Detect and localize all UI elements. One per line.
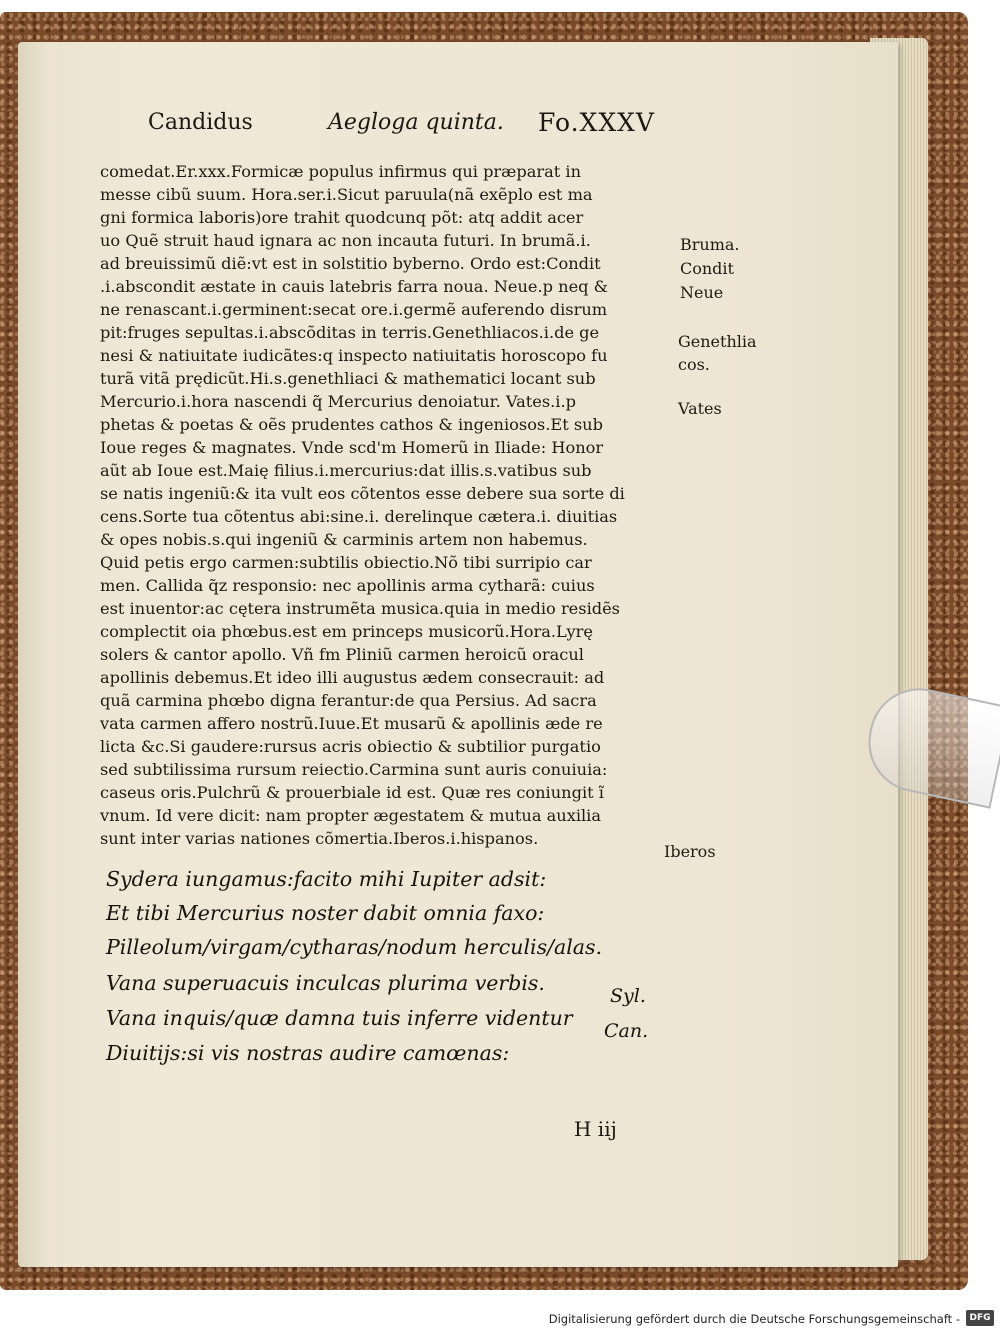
commentary-line: uo Quẽ struit haud ignara ac non incauta futuri. In brumã.i. — [100, 231, 591, 250]
margin-note-vates: Vates — [678, 399, 722, 418]
speaker-label-syl: Syl. — [610, 985, 646, 1007]
commentary-line: ad breuissimũ diẽ:vt est in solstitio byberno. Ordo est:Condit — [100, 254, 601, 273]
commentary-line: caseus oris.Pulchrũ & prouerbiale id est. Quæ res coniungit ĩ — [100, 783, 604, 802]
verse-line: Sydera iungamus:facito mihi Iupiter adsit: — [106, 867, 547, 891]
margin-note-neue: Neue — [680, 283, 724, 302]
verse-line: Vana inquis/quæ damna tuis inferre videntur — [106, 1006, 573, 1030]
commentary-line: phetas & poetas & oẽs prudentes cathos & ingeniosos.Et sub — [100, 415, 603, 434]
commentary-line: pit:fruges sepultas.i.abscõditas in terris.Genethliacos.i.de ge — [100, 323, 600, 342]
commentary-line: turã vitã prędicũt.Hi.s.genethliaci & mathematici locant sub — [100, 369, 596, 388]
commentary-line: ne renascant.i.germinent:secat ore.i.germẽ auferendo disrum — [100, 300, 608, 319]
commentary-line: & opes nobis.s.qui ingeniũ & carminis artem non habemus. — [100, 530, 588, 549]
margin-note-condit: Condit — [680, 259, 734, 278]
margin-note-genethlia: Genethlia — [678, 332, 757, 351]
funding-credit: Digitalisierung gefördert durch die Deutsche Forschungsgemeinschaft - — [548, 1312, 960, 1326]
verse-line: Diuitijs:si vis nostras audire camœnas: — [106, 1041, 510, 1065]
signature-mark: H iij — [574, 1117, 617, 1141]
commentary-line: sed subtilissima rursum reiectio.Carmina sunt auris conuiuia: — [100, 760, 608, 779]
commentary-line: est inuentor:ac cętera instrumẽta musica.quia in medio residẽs — [100, 599, 620, 618]
commentary-line: Ioue reges & magnates. Vnde scd'm Homerũ in Iliade: Honor — [100, 438, 604, 457]
commentary-line: men. Callida q̃z responsio: nec apollinis arma cytharã: cuius — [100, 576, 595, 595]
book-page — [18, 42, 898, 1267]
margin-note-cos: cos. — [678, 355, 710, 374]
commentary-line: gni formica laboris)ore trahit quodcunq põt: atq addit acer — [100, 208, 584, 227]
commentary-line: .i.abscondit æstate in cauis latebris farra noua. Neue.p neq & — [100, 277, 609, 296]
folio-number: Fo.XXXV — [538, 108, 655, 137]
speaker-label-can: Can. — [604, 1020, 649, 1042]
commentary-line: Mercurio.i.hora nascendi q̃ Mercurius denoiatur. Vates.i.p — [100, 392, 576, 411]
running-head-left: Candidus — [148, 110, 253, 135]
commentary-line: quã carmina phœbo digna ferantur:de qua Persius. Ad sacra — [100, 691, 597, 710]
margin-note-iberos: Iberos — [664, 842, 716, 861]
footer-bar — [0, 1306, 1000, 1333]
commentary-line: messe cibũ suum. Hora.ser.i.Sicut paruula(nã exẽplo est ma — [100, 185, 593, 204]
verse-line: Pilleolum/virgam/cytharas/nodum herculis/alas. — [106, 935, 603, 959]
commentary-line: aũt ab Ioue est.Maię filius.i.mercurius:dat illis.s.vatibus sub — [100, 461, 592, 480]
dfg-logo-icon: DFG — [966, 1310, 994, 1326]
commentary-line: licta &c.Si gaudere:rursus acris obiectio & subtilior purgatio — [100, 737, 601, 756]
commentary-line: sunt inter varias nationes cõmertia.Iberos.i.hispanos. — [100, 829, 539, 848]
verse-line: Et tibi Mercurius noster dabit omnia faxo: — [106, 901, 545, 925]
commentary-line: nesi & natiuitate iudicãtes:q inspecto natiuitatis horoscopo fu — [100, 346, 608, 365]
commentary-line: solers & cantor apollo. Vñ fm Pliniũ carmen heroicũ oracul — [100, 645, 584, 664]
commentary-line: cens.Sorte tua cõtentus abi:sine.i. derelinque cætera.i. diuitias — [100, 507, 618, 526]
margin-note-bruma: Bruma. — [680, 235, 740, 254]
commentary-line: vnum. Id vere dicit: nam propter ægestatem & mutua auxilia — [100, 806, 602, 825]
running-head-center: Aegloga quinta. — [328, 110, 504, 135]
commentary-line: vata carmen affero nostrũ.Iuue.Et musarũ & apollinis æde re — [100, 714, 603, 733]
commentary-line: Quid petis ergo carmen:subtilis obiectio.Nõ tibi surripio car — [100, 553, 592, 572]
commentary-line: se natis ingeniũ:& ita vult eos cõtentos esse debere sua sorte di — [100, 484, 625, 503]
verse-line: Vana superuacuis inculcas plurima verbis. — [106, 971, 545, 995]
commentary-line: comedat.Er.xxx.Formicæ populus infirmus qui præparat in — [100, 162, 582, 181]
commentary-line: apollinis debemus.Et ideo illi augustus ædem consecrauit: ad — [100, 668, 605, 687]
commentary-line: complectit oia phœbus.est em princeps musicorũ.Hora.Lyrę — [100, 622, 593, 641]
